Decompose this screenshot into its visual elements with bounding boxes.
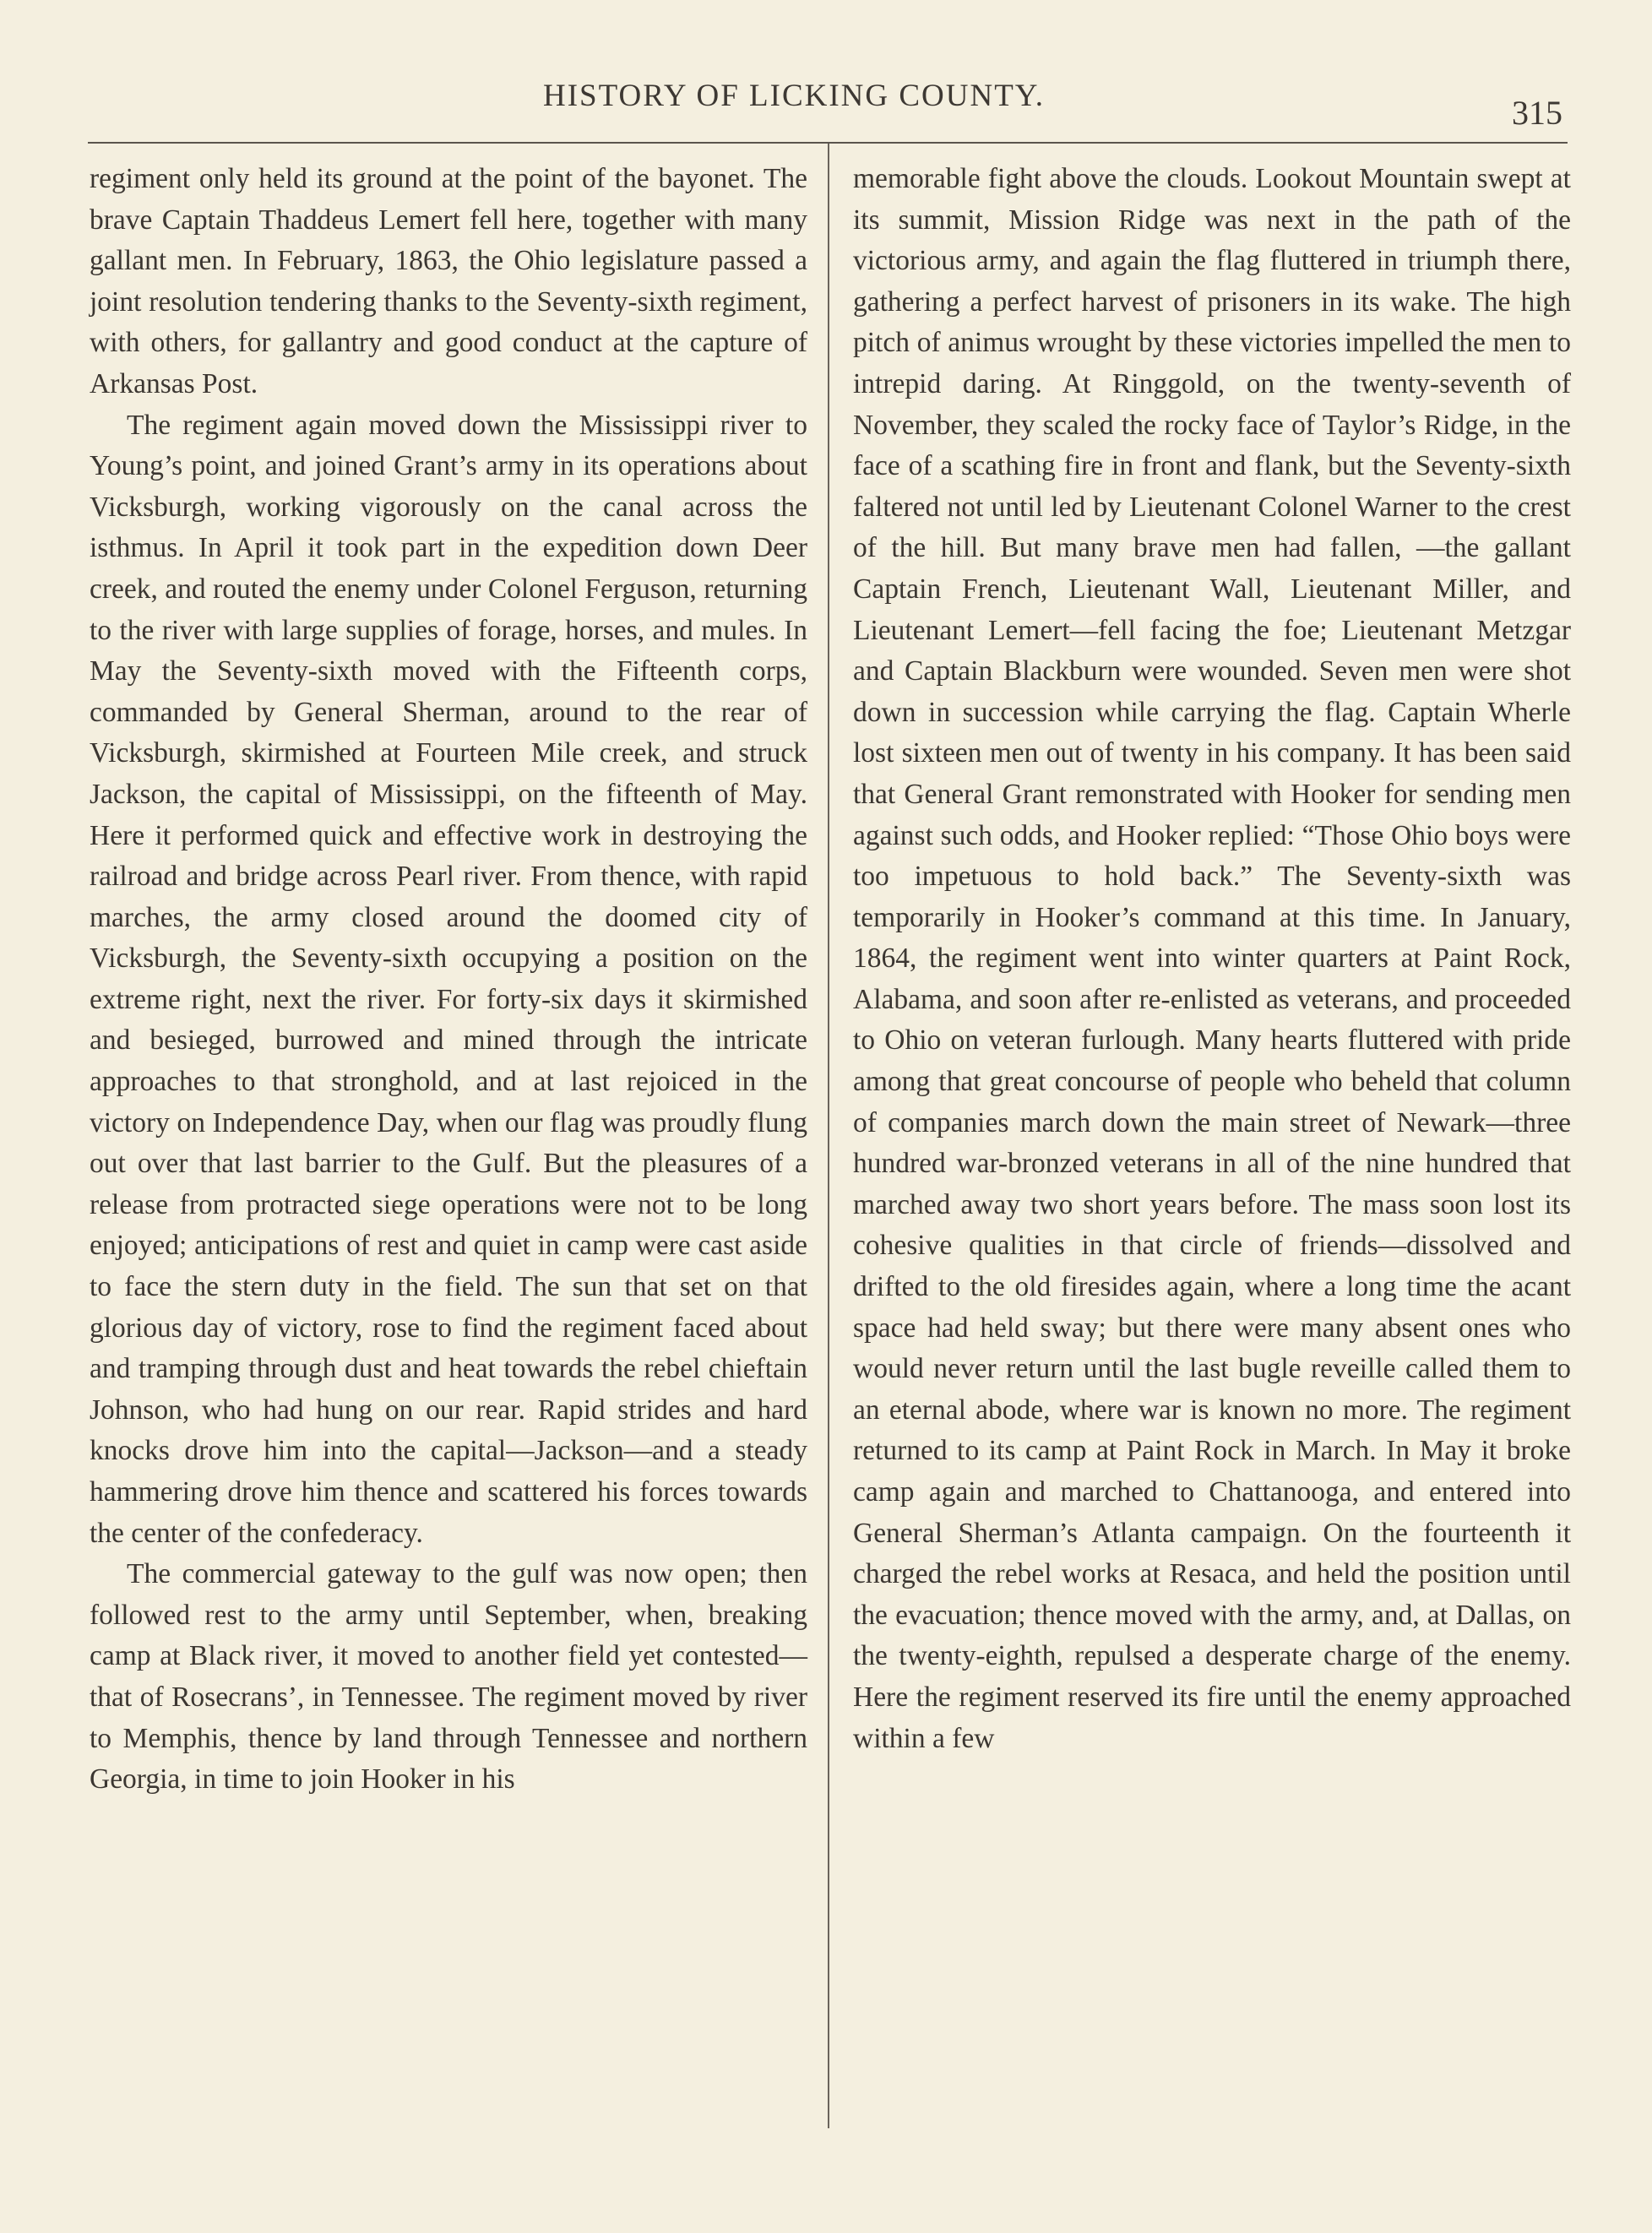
- paragraph: memorable fight above the clouds. Lookout Mountain swept at its summit, Mission Ridge was next in the path of the victorious army, and again the flag fluttered in triumph there, gathering a perfect harvest of prisoners in its wake. The high pitch of animus wrought by these victories impelled the men to intrepid daring. At Ringgold, on the twenty-seventh of November, they scaled the rocky face of Taylor’s Ridge, in the face of a scathing fire in front and flank, but the Seventy-sixth faltered not until led by Lieutenant Colonel Warner to the crest of the hill. But many brave men had fallen, —the gallant Captain French, Lieutenant Wall, Lieutenant Miller, and Lieutenant Lemert—fell facing the foe; Lieutenant Metzgar and Captain Blackburn were wounded. Seven men were shot down in succession while carrying the flag. Captain Wherle lost sixteen men out of twenty in his company. It has been said that General Grant remonstrated with Hooker for sending men against such odds, and Hooker replied: “Those Ohio boys were too impetuous to hold back.” The Seventy-sixth was temporarily in Hooker’s command at this time. In January, 1864, the regiment went into winter quarters at Paint Rock, Alabama, and soon after re-enlisted as veterans, and proceeded to Ohio on veteran furlough. Many hearts fluttered with pride among that great concourse of people who beheld that column of companies march down the main street of Newark—three hundred war-bronzed veterans in all of the nine hundred that marched away two short years before. The mass soon lost its cohesive qualities in that circle of friends—dissolved and drifted to the old firesides again, where a long time the acant space had held sway; but there were many absent ones who would never return until the last bugle reveille called them to an eternal abode, where war is known no more. The regiment returned to its camp at Paint Rock in March. In May it broke camp again and marched to Chattanooga, and entered into General Sherman’s Atlanta campaign. On the fourteenth it charged the rebel works at Resaca, and held the position until the evacuation; thence moved with the army, and, at Dallas, on the twenty-eighth, repulsed a desperate charge of the enemy. Here the regiment reserved its fire until the enemy approached within a few: [853, 163, 1571, 1754]
- paragraph: The commercial gateway to the gulf was now open; then followed rest to the army until September, when, breaking camp at Black river, it moved to another field yet contested—that of Rosecrans’, in Tennessee. The regiment moved by river to Memphis, thence by land through Tennessee and northern Georgia, in time to join Hooker in his: [90, 1558, 807, 1796]
- left-column: [90, 159, 807, 1801]
- page-number: 315: [1512, 94, 1562, 132]
- running-head: HISTORY OF LICKING COUNTY.: [542, 79, 1046, 113]
- paragraph: The regiment again moved down the Mississippi river to Young’s point, and joined Grant’s army in its operations about Vicksburgh, working vigorously on the canal across the isthmus. In April it took part in the expedition down Deer creek, and routed the enemy under Colonel Ferguson, returning to the river with large supplies of forage, horses, and mules. In May the Seventy-sixth moved with the Fifteenth corps, commanded by General Sherman, around to the rear of Vicksburgh, skirmished at Fourteen Mile creek, and struck Jackson, the capital of Mississippi, on the fifteenth of May. Here it performed quick and effective work in destroying the railroad and bridge across Pearl river. From thence, with rapid marches, the army closed around the doomed city of Vicksburgh, the Seventy-sixth occupying a position on the extreme right, next the river. For forty-six days it skirmished and besieged, burrowed and mined through the intricate approaches to that stronghold, and at last rejoiced in the victory on Independence Day, when our flag was proudly flung out over that last barrier to the Gulf. But the pleasures of a release from protracted siege operations were not to be long enjoyed; anticipations of rest and quiet in camp were cast aside to face the stern duty in the field. The sun that set on that glorious day of victory, rose to find the regiment faced about and tramping through dust and heat towards the rebel chieftain Johnson, who had hung on our rear. Rapid strides and hard knocks drove him into the capital—Jackson—and a steady hammering drove him thence and scattered his forces towards the center of the confederacy.: [90, 409, 807, 1549]
- right-column: [853, 159, 1571, 1759]
- paragraph: regiment only held its ground at the point of the bayonet. The brave Captain Thaddeus Lemert fell here, together with many gallant men. In February, 1863, the Ohio legislature passed a joint resolution tendering thanks to the Seventy-sixth regiment, with others, for gallantry and good conduct at the capture of Arkansas Post.: [90, 163, 807, 399]
- column-divider: [828, 144, 829, 2128]
